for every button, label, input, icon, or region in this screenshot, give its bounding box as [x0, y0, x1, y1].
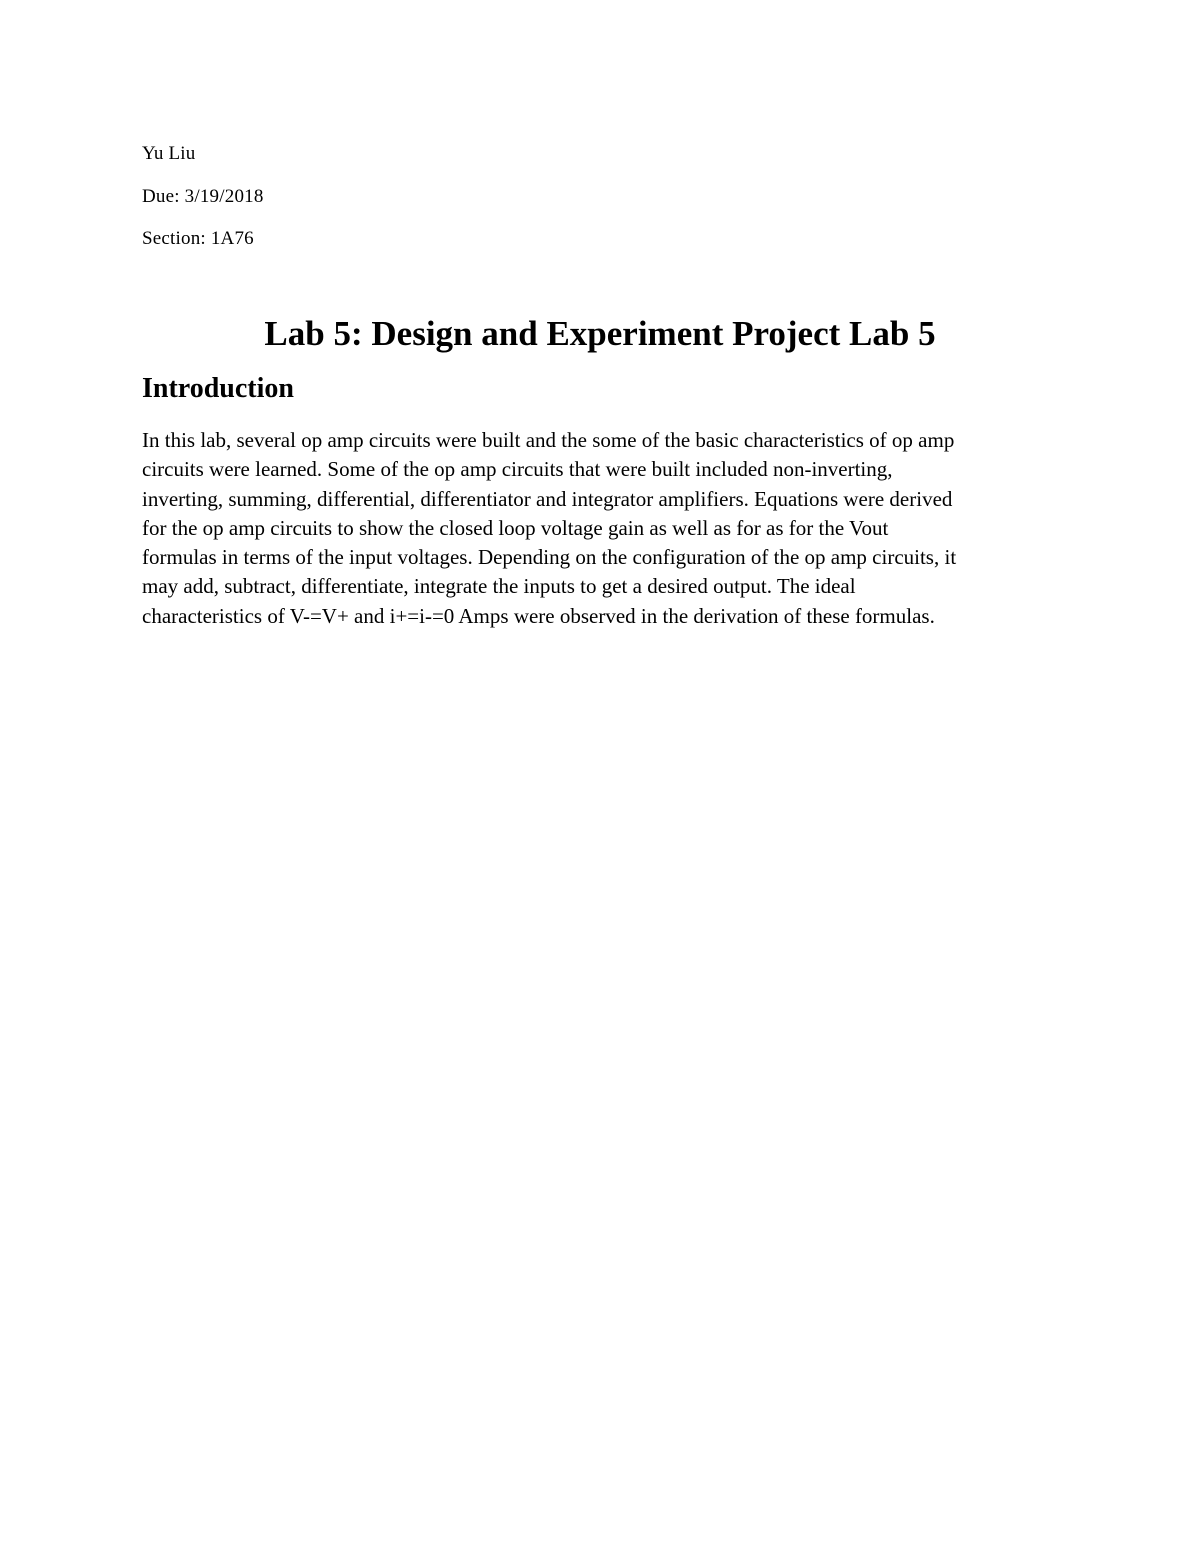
paragraph-line: In this lab, several op amp circuits were built and the some of the basic characteristics of op amp: [142, 428, 955, 452]
paragraph-line: circuits were learned. Some of the op amp circuits that were built included non-inverting,: [142, 457, 893, 482]
paragraph-line: for the op amp circuits to show the closed loop voltage gain as well as for as for the Vout: [142, 515, 889, 540]
author-name: Yu Liu: [142, 143, 196, 164]
paragraph-line: formulas in terms of the input voltages. Depending on the configuration of the op amp circuits, it: [142, 545, 957, 570]
section-number: Section: 1A76: [142, 228, 254, 249]
paragraph-line: may add, subtract, differentiate, integrate the inputs to get a desired output. The ideal: [142, 574, 856, 599]
due-date: Due: 3/19/2018: [142, 186, 264, 207]
document-title: Lab 5: Design and Experiment Project Lab 5: [264, 314, 936, 353]
paragraph-line: characteristics of V-=V+ and i+=i-=0 Amps were observed in the derivation of these formulas.: [142, 603, 935, 628]
paragraph-line: inverting, summing, differential, differentiator and integrator amplifiers. Equations were derived: [142, 486, 953, 511]
section-heading-introduction: Introduction: [142, 373, 294, 404]
introduction-paragraph: [142, 426, 1072, 631]
